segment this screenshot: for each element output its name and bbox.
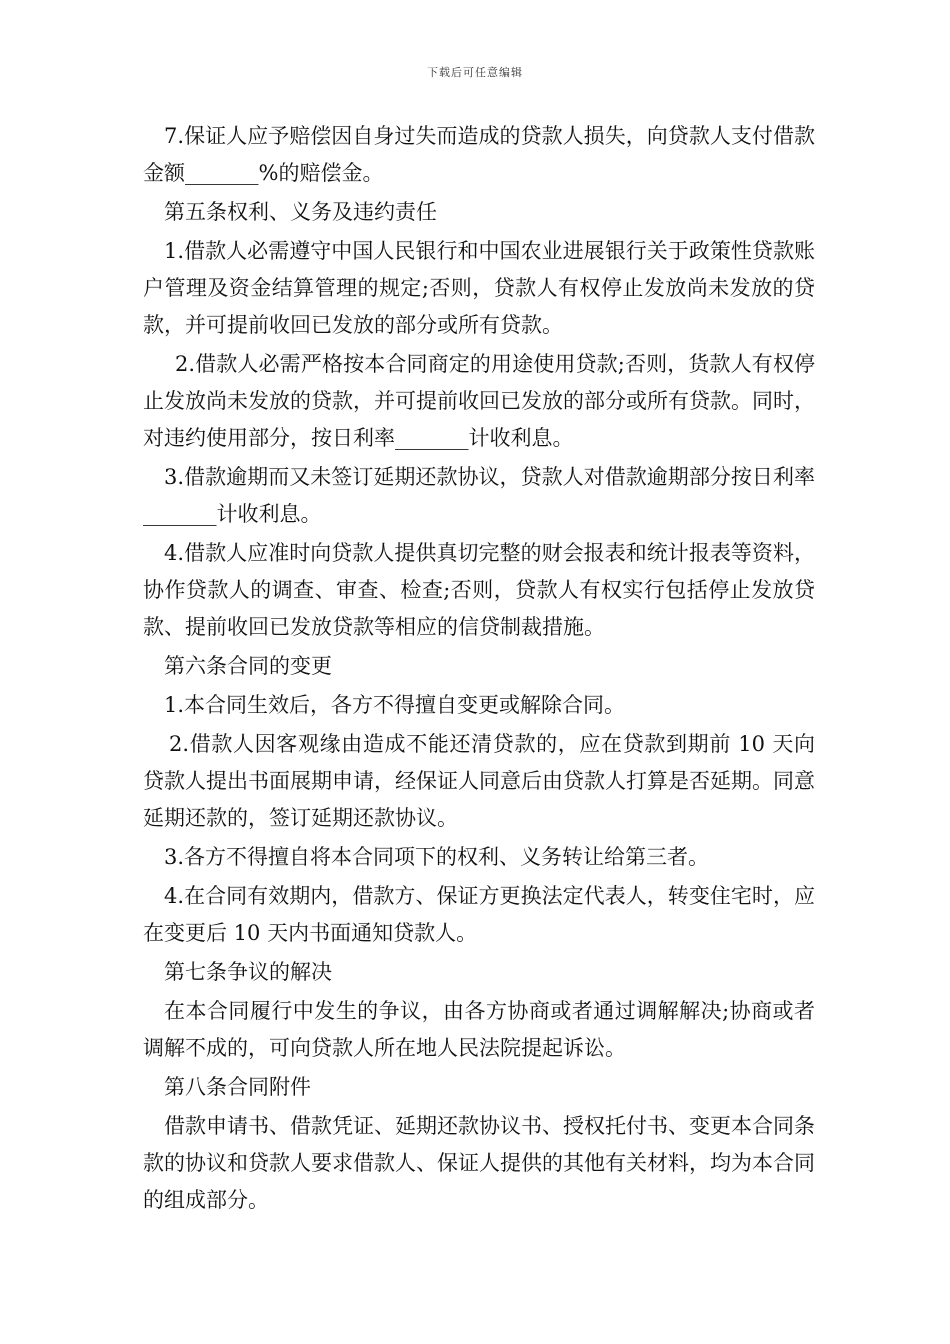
article-8-attachments: 借款申请书、借款凭证、延期还款协议书、授权托付书、变更本合同条款的协议和贷款人要求借款人、保证人提供的其他有关材料，均为本合同的组成部分。 [143,1114,815,1212]
clause-6-1-effect: 1.本合同生效后，各方不得擅自变更或解除合同。 [164,693,626,717]
article-7-heading: 第七条争议的解决 [164,960,332,984]
document-body [143,118,815,1221]
clause-5-4-reports: 4.借款人应准时向贷款人提供真切完整的财会报表和统计报表等资料，协作贷款人的调查、审查、检查;否则，贷款人有权实行包括停止发放贷款、提前收回已发放贷款等相应的信贷制裁措施。 [143,541,815,639]
page-header: 下载后可任意编辑 [427,66,523,79]
clause-6-4-notice: 4.在合同有效期内，借款方、保证方更换法定代表人，转变住宅时，应在变更后 10 天内书面通知贷款人。 [143,884,815,945]
clause-5-1-account-rules: 1.借款人必需遵守中国人民银行和中国农业进展银行关于政策性贷款账户管理及资金结算管理的规定;否则，贷款人有权停止发放尚未发放的贷款，并可提前收回已发放的部分或所有贷款。 [143,239,815,337]
article-5-heading: 第五条权利、义务及违约责任 [164,200,437,224]
clause-6-3-transfer: 3.各方不得擅自将本合同项下的权利、义务转让给第三者。 [164,845,710,869]
clause-6-2-extension: 2.借款人因客观缘由造成不能还清贷款的，应在贷款到期前 10 天向贷款人提出书面展期申请，经保证人同意后由贷款人打算是否延期。同意延期还款的，签订延期还款协议。 [143,732,815,830]
clause-5-3-overdue: 3.借款逾期而又未签订延期还款协议，贷款人对借款逾期部分按日利率_______计收利息。 [143,465,815,526]
article-6-heading: 第六条合同的变更 [164,654,332,678]
clause-5-7-compensation: 7.保证人应予赔偿因自身过失而造成的贷款人损失，向贷款人支付借款金额_______%的赔偿金。 [143,124,815,185]
article-7-dispute-resolution: 在本合同履行中发生的争议，由各方协商或者通过调解解决;协商或者调解不成的，可向贷款人所在地人民法院提起诉讼。 [143,999,815,1060]
article-8-heading: 第八条合同附件 [164,1075,311,1099]
clause-5-2-loan-usage: 2.借款人必需严格按本合同商定的用途使用贷款;否则，货款人有权停止发放尚未发放的贷款，并可提前收回已发放的部分或所有贷款。同时，对违约使用部分，按日利率_______计收利息。 [143,352,815,450]
